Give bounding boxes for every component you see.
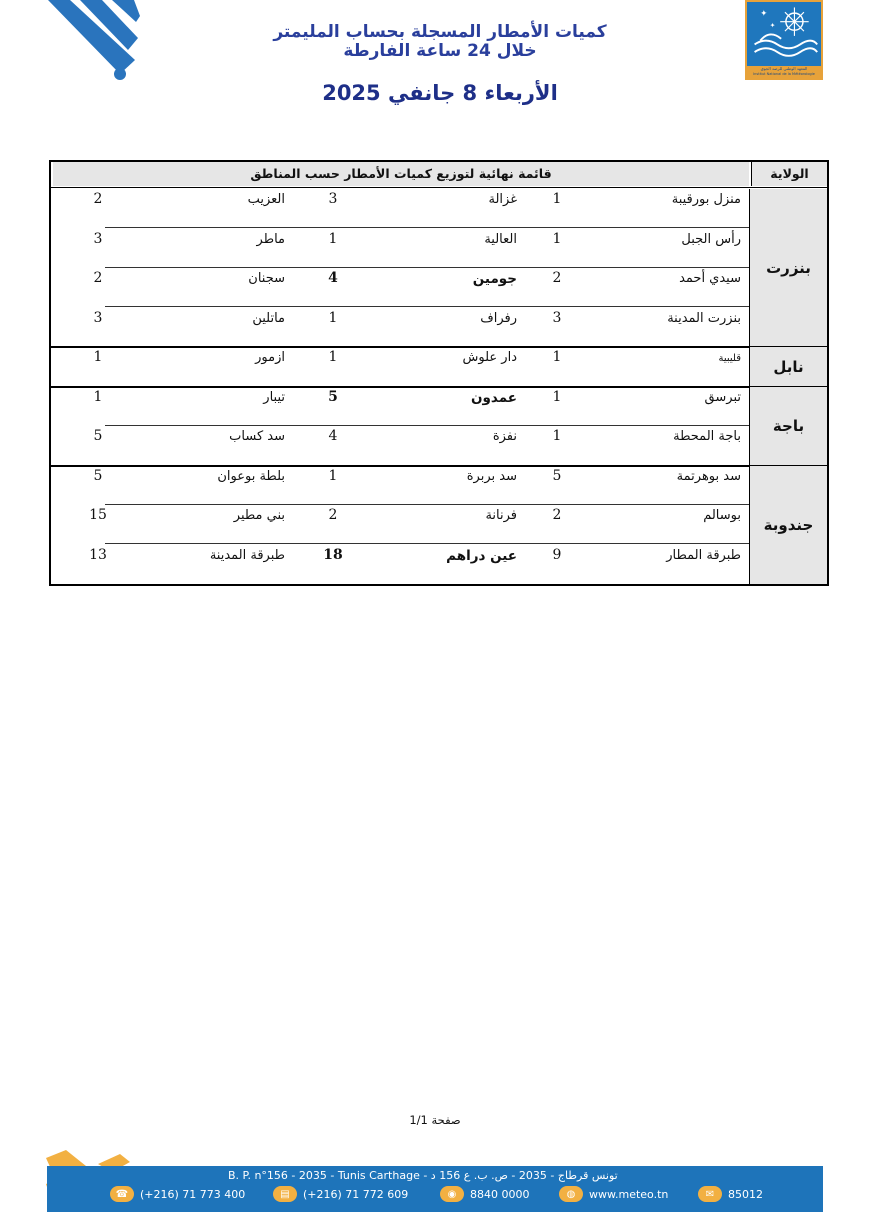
rainfall-value: 5 [93, 428, 103, 444]
logo-caption-fr: Institut National de la Météorologie [753, 72, 815, 76]
rainfall-value: 4 [328, 428, 338, 444]
station-name: ماتلين [252, 310, 285, 326]
rainfall-value: 2 [552, 270, 562, 286]
rainfall-value: 18 [323, 546, 343, 563]
rainfall-value: 2 [93, 191, 103, 207]
table-header-governorate: الولاية [751, 162, 827, 186]
report-title-line2: خلال 24 ساعة الفارطة [343, 41, 537, 61]
station-name: سجنان [248, 271, 285, 286]
rainfall-value: 1 [328, 349, 338, 365]
station-name: منزل بورقيبة [671, 192, 741, 207]
table-header-title: قائمة نهائية لتوزيع كميات الأمطار حسب المناطق [53, 162, 749, 186]
rainfall-value: 2 [328, 507, 338, 523]
station-name: تبرسق [704, 389, 741, 405]
table-row [51, 189, 749, 228]
station-name: طبرقة المدينة [209, 547, 285, 563]
rainfall-value: 1 [93, 388, 103, 405]
footer-free-number [440, 1185, 530, 1203]
governorate-cell: نابل [749, 347, 827, 387]
rainfall-value: 1 [328, 230, 338, 247]
footer-free-number-text: 8840 0000 [470, 1187, 530, 1201]
governorate-cell: بنزرت [749, 189, 827, 347]
rainfall-value: 1 [328, 309, 338, 326]
rainfall-value: 15 [89, 507, 107, 523]
rainfall-value: 5 [328, 388, 338, 405]
table-row [51, 426, 749, 465]
footer-sms-text: 85012 [728, 1187, 763, 1201]
rainfall-value: 3 [93, 309, 103, 326]
station-name: رأس الجبل [681, 231, 741, 247]
table-row [51, 229, 749, 268]
rainfall-value: 13 [89, 546, 107, 563]
page-number: صفحة 1/1 [409, 1113, 461, 1127]
phone-icon: ☎ [110, 1186, 134, 1202]
fax-icon: ▤ [273, 1186, 297, 1202]
footer-phone [110, 1185, 245, 1203]
rainfall-value: 1 [552, 191, 562, 207]
footer-sms [698, 1185, 763, 1203]
sun-waves-icon [747, 2, 821, 66]
station-name: دار علوش [462, 350, 517, 365]
table-header-row [51, 162, 827, 188]
table-row [51, 308, 749, 347]
station-name: رفراف [480, 310, 517, 326]
station-name: سد بربرة [466, 468, 517, 484]
svg-text:✦: ✦ [760, 8, 768, 19]
footer-address: B. P. n°156 - 2035 - Tunis Carthage - تونس قرطاج - 2035 - ص. ب. ع 156 د [228, 1169, 618, 1182]
logo-caption-ar: المعهد الوطني للرصد الجوي [760, 66, 808, 71]
free-number-icon: ◉ [440, 1186, 464, 1202]
station-name: فرنانة [485, 508, 517, 523]
station-name: بنزرت المدينة [667, 310, 741, 326]
station-name: بلطة بوعوان [217, 468, 285, 484]
rainfall-value: 9 [552, 546, 562, 563]
station-name: باجة المحطة [673, 429, 741, 444]
station-name: عمدون [471, 389, 517, 406]
table-row [51, 347, 749, 386]
corner-stripes-decoration [40, 0, 150, 85]
station-name: ماطر [256, 231, 285, 247]
rainfall-value: 1 [552, 428, 562, 444]
rainfall-value: 3 [93, 230, 103, 247]
rainfall-value: 5 [93, 467, 103, 484]
station-name: نفزة [492, 429, 517, 444]
station-name: العزيب [247, 192, 285, 207]
footer-fax [273, 1185, 408, 1203]
table-row [51, 545, 749, 584]
station-name: تيبار [263, 389, 285, 405]
station-name: عين دراهم [446, 547, 517, 564]
station-name: العالية [484, 231, 517, 247]
rainfall-value: 2 [93, 270, 103, 286]
institute-logo [745, 0, 823, 80]
governorate-cell: جندوبة [749, 466, 827, 585]
station-name: طبرقة المطار [666, 547, 741, 563]
station-name: قليبية [718, 353, 741, 364]
sms-icon: ✉ [698, 1186, 722, 1202]
station-name: غزالة [488, 192, 517, 207]
svg-text:✦: ✦ [769, 21, 776, 30]
rainfall-value: 2 [552, 507, 562, 523]
rainfall-value: 5 [552, 467, 562, 484]
rainfall-value: 3 [552, 309, 562, 326]
globe-icon: ◍ [559, 1186, 583, 1202]
station-name: ازمور [255, 350, 285, 365]
rainfall-value: 1 [93, 349, 103, 365]
station-name: بوسالم [703, 508, 741, 523]
table-row [51, 466, 749, 505]
rainfall-value: 3 [328, 191, 338, 207]
table-row [51, 505, 749, 544]
station-name: سيدي أحمد [679, 271, 741, 286]
table-row [51, 268, 749, 307]
governorate-cell: باجة [749, 387, 827, 466]
station-name: بني مطير [233, 508, 285, 523]
footer-website-text[interactable]: www.meteo.tn [589, 1187, 669, 1201]
report-date: الأربعاء 8 جانفي 2025 [322, 81, 558, 105]
station-name: جومين [472, 271, 517, 287]
rainfall-value: 4 [328, 270, 338, 286]
rainfall-value: 1 [552, 230, 562, 247]
rainfall-table [49, 160, 829, 586]
footer-fax-text: (+216) 71 772 609 [303, 1187, 409, 1201]
rainfall-value: 1 [552, 388, 562, 405]
rainfall-value: 1 [552, 349, 562, 365]
report-title-line1: كميات الأمطار المسجلة بحساب المليمتر [273, 22, 607, 42]
table-row [51, 387, 749, 426]
station-name: سد كساب [229, 429, 285, 444]
footer-website[interactable] [559, 1185, 668, 1203]
footer-phone-text: (+216) 71 773 400 [140, 1187, 246, 1201]
rainfall-value: 1 [328, 467, 338, 484]
station-name: سد بوهرتمة [676, 468, 741, 484]
